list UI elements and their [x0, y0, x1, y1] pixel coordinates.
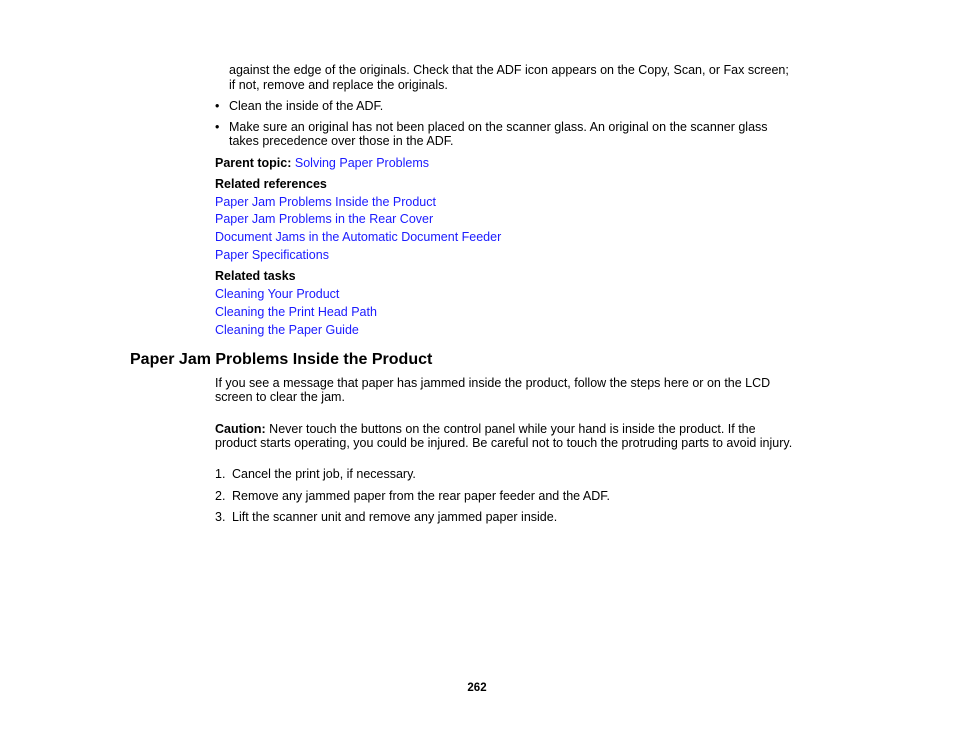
section-title: Paper Jam Problems Inside the Product — [130, 351, 433, 368]
caution-label: Caution: — [215, 422, 266, 436]
related-task-link[interactable]: Cleaning the Paper Guide — [215, 323, 359, 337]
related-reference-link[interactable]: Paper Specifications — [215, 248, 329, 262]
bullet-item-clean-adf: Clean the inside of the ADF. — [229, 99, 384, 113]
parent-topic — [215, 156, 429, 171]
caution-line-1 — [215, 422, 756, 437]
step-number: 2. — [215, 489, 226, 503]
parent-topic-label: Parent topic: — [215, 156, 292, 170]
bullet-glyph: • — [215, 99, 220, 113]
related-references-heading: Related references — [215, 177, 327, 191]
step-text: Remove any jammed paper from the rear paper feeder and the ADF. — [232, 489, 610, 503]
bullet-item-scanner-glass-line-2: takes precedence over those in the ADF. — [229, 134, 454, 148]
related-task-link[interactable]: Cleaning Your Product — [215, 287, 340, 301]
step-text: Cancel the print job, if necessary. — [232, 467, 416, 481]
intro-line-2: if not, remove and replace the originals. — [229, 78, 448, 92]
related-tasks-heading: Related tasks — [215, 269, 296, 283]
page-number: 262 — [467, 682, 487, 694]
related-reference-link[interactable]: Paper Jam Problems Inside the Product — [215, 195, 436, 209]
step-text: Lift the scanner unit and remove any jammed paper inside. — [232, 510, 558, 524]
related-task-link[interactable]: Cleaning the Print Head Path — [215, 305, 377, 319]
caution-line-2: product starts operating, you could be injured. Be careful not to touch the protruding parts to avoid injury. — [215, 436, 793, 450]
related-reference-link[interactable]: Document Jams in the Automatic Document Feeder — [215, 230, 502, 244]
bullet-item-scanner-glass-line-1: Make sure an original has not been placed on the scanner glass. An original on the scanner glass — [229, 120, 768, 134]
section-paragraph-line-1: If you see a message that paper has jammed inside the product, follow the steps here or on the LCD — [215, 376, 771, 390]
section-paragraph-line-2: screen to clear the jam. — [215, 390, 345, 404]
step-number: 3. — [215, 510, 226, 524]
step-number: 1. — [215, 467, 226, 481]
bullet-glyph: • — [215, 120, 220, 134]
caution-text: Never touch the buttons on the control panel while your hand is inside the product. If the — [269, 422, 756, 436]
intro-line-1: against the edge of the originals. Check that the ADF icon appears on the Copy, Scan, or Fax screen; — [229, 63, 789, 77]
related-reference-link[interactable]: Paper Jam Problems in the Rear Cover — [215, 212, 434, 226]
parent-topic-link[interactable]: Solving Paper Problems — [294, 156, 429, 170]
